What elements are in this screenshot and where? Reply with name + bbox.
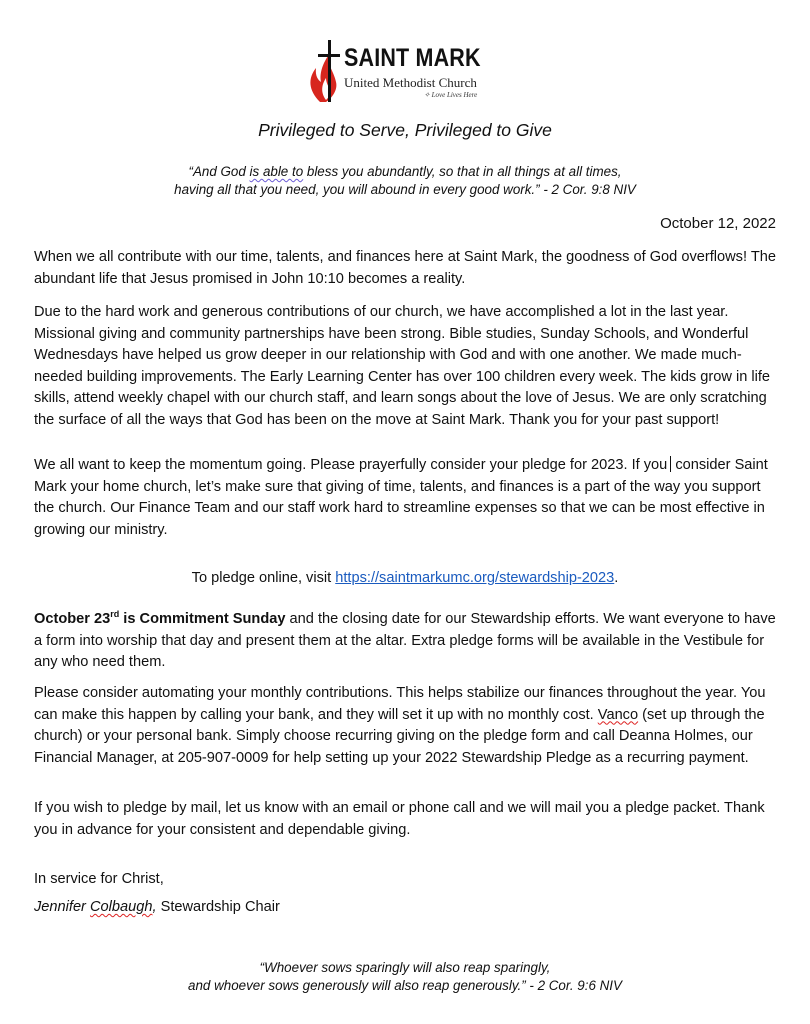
scripture-verse-top bbox=[0, 163, 810, 199]
paragraph-mail-pledge: If you wish to pledge by mail, let us know with an email or phone call and we will mail you a pledge packet. Thank you in advance for your consistent and dependable giving. bbox=[34, 800, 765, 838]
spelling-flag: Vanco bbox=[597, 706, 639, 723]
paragraph-commitment-sunday: October 23rd is Commitment Sunday and the closing date for our Stewardship efforts. We want everyone to have a form into worship that day and present them at the altar. Extra pledge forms will be available in the Vestibule for any who need them. bbox=[34, 609, 776, 671]
grammar-flag: is able to bbox=[249, 164, 304, 179]
pledge-online-line: To pledge online, visit https://saintmarkumc.org/stewardship-2023. bbox=[191, 570, 619, 586]
paragraph-accomplishments: Due to the hard work and generous contributions of our church, we have accomplished a lot in the last year. Missional giving and community partnerships have been strong. Bible studies, Sunday Schools, and Wonderful Wednesdays have helped us grow deeper in our relationship with God and with one another. We made much-needed building improvements. The Early Learning Center has over 100 children every week. The kids grow in life skills, attend weekly chapel with our church staff, and learn songs about the love of Jesus. We are only scratching the surface of all the ways that God has been on the move at Saint Mark. Thank you for your past support! bbox=[34, 304, 771, 428]
signature-surname: Colbaugh bbox=[89, 899, 153, 915]
commitment-date-bold: October 23rd is Commitment Sunday bbox=[34, 609, 286, 627]
stewardship-link[interactable]: https://saintmarkumc.org/stewardship-2023 bbox=[335, 570, 615, 586]
paragraph-momentum: We all want to keep the momentum going. Please prayerfully consider your pledge for 2023. If you consider Saint Mark your home church, let’s make sure that giving of time, talents, and finances is a part of the way you support the church. Our Finance Team and our staff work hard to streamline expenses so that we can be most effective in growing our ministry. bbox=[34, 457, 768, 538]
cross-and-flame-icon bbox=[306, 38, 342, 104]
verse-bottom-line-1: “Whoever sows sparingly will also reap sparingly, bbox=[259, 960, 551, 975]
closing-line: In service for Christ, bbox=[34, 871, 164, 887]
church-logo bbox=[306, 38, 506, 108]
paragraph-intro: When we all contribute with our time, talents, and finances here at Saint Mark, the goodness of God overflows! The abundant life that Jesus promised in John 10:10 becomes a reality. bbox=[34, 249, 776, 287]
logo-subtitle: United Methodist Church bbox=[344, 75, 477, 90]
paragraph-automating: Please consider automating your monthly contributions. This helps stabilize our finances throughout the year. You can make this happen by calling your bank, and they will set it up with no monthly cost. Vanco (set up through the church) or your personal bank. Simply choose recurring giving on the pledge form and call Deanna Holmes, our Financial Manager, at 205-907-0009 for help setting up your 2022 Stewardship Pledge as a recurring payment. bbox=[34, 685, 766, 766]
verse-top-line-2: having all that you need, you will abound in every good work.” - 2 Cor. 9:8 NIV bbox=[174, 182, 636, 197]
signature-line: Jennifer Colbaugh, Stewardship Chair bbox=[34, 899, 280, 915]
logo-name: SAINT MARK bbox=[344, 44, 481, 72]
verse-top-line-1: “And God is able to bless you abundantly, so that in all things at all times, bbox=[188, 164, 622, 179]
logo-tagline: ✧ Love Lives Here bbox=[424, 91, 478, 99]
scripture-verse-bottom bbox=[0, 959, 810, 995]
letter-date: October 12, 2022 bbox=[660, 215, 776, 232]
verse-bottom-line-2: and whoever sows generously will also reap generously.” - 2 Cor. 9:6 NIV bbox=[188, 978, 622, 993]
letter-title: Privileged to Serve, Privileged to Give bbox=[258, 120, 552, 140]
